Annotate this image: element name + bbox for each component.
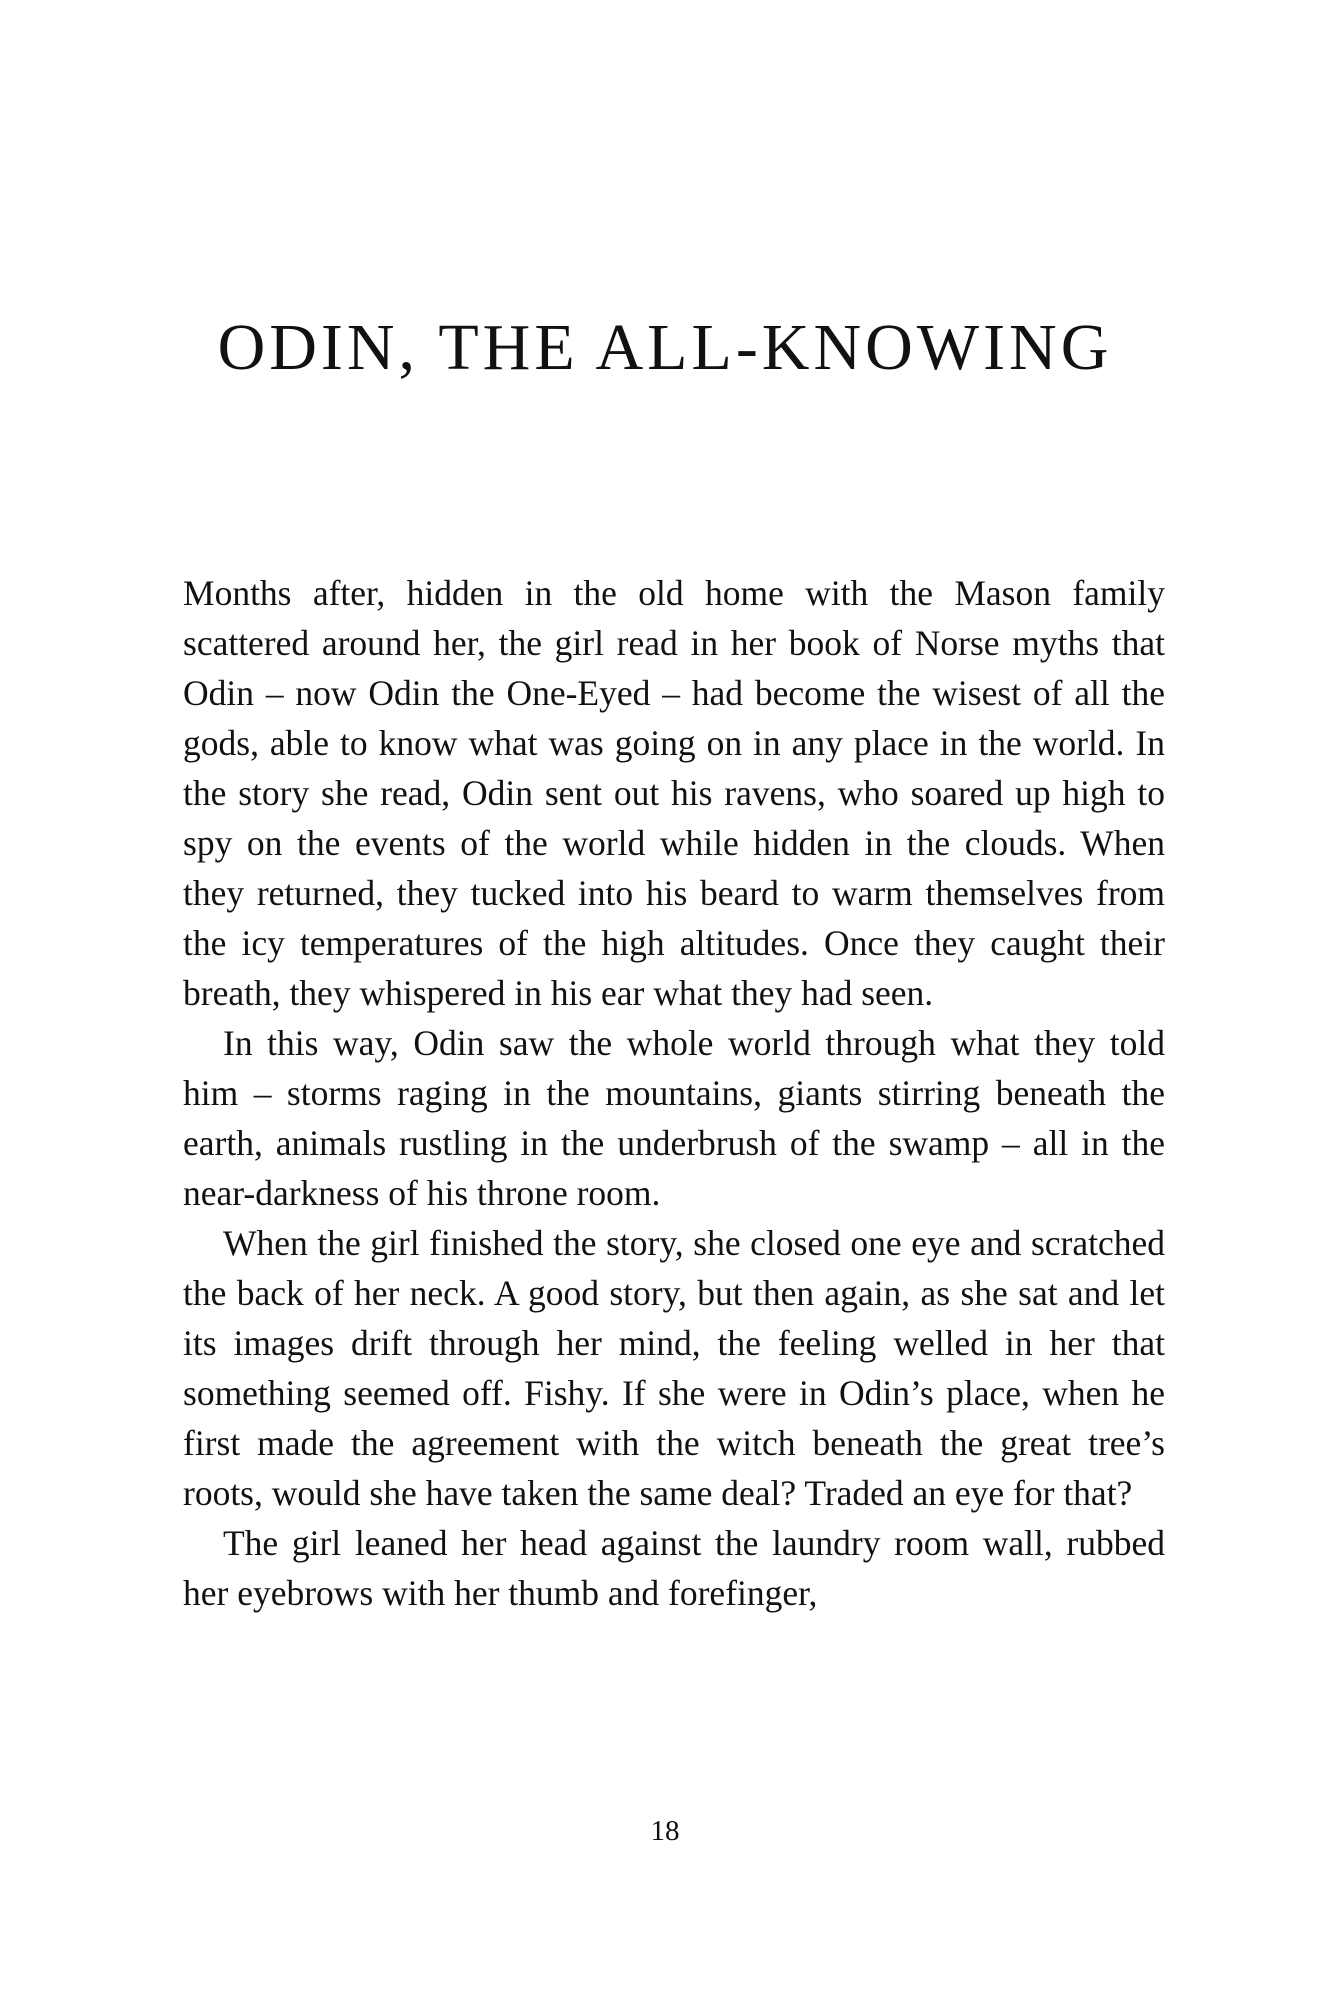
body-text (183, 568, 1165, 1618)
page-number: 18 (650, 1815, 680, 1847)
paragraph-3: When the girl finished the story, she closed one eye and scratched the back of her neck. A good story, but then again, as she sat and let its images drift through her mind, the feeling welled in her that something seemed off. Fishy. If she were in Odin’s place, when he first made the agreement with the witch beneath the great tree’s roots, would she have taken the same deal? Traded an eye for that? (183, 1223, 1165, 1513)
paragraph-2: In this way, Odin saw the whole world through what they told him – storms raging in the mountains, giants stirring beneath the earth, animals rustling in the underbrush of the swamp – all in the near-darkness of his throne room. (183, 1023, 1165, 1213)
paragraph-4: The girl leaned her head against the laundry room wall, rubbed her eyebrows with her thumb and forefinger, (183, 1523, 1165, 1613)
paragraph-1: Months after, hidden in the old home with the Mason family scattered around her, the girl read in her book of Norse myths that Odin – now Odin the One-Eyed – had become the wisest of all the gods, able to know what was going on in any place in the world. In the story she read, Odin sent out his ravens, who soared up high to spy on the events of the world while hidden in the clouds. When they returned, they tucked into his beard to warm themselves from the icy temperatures of the high altitudes. Once they caught their breath, they whispered in his ear what they had seen. (183, 573, 1165, 1013)
chapter-title: ODIN, THE ALL-KNOWING (217, 311, 1113, 384)
